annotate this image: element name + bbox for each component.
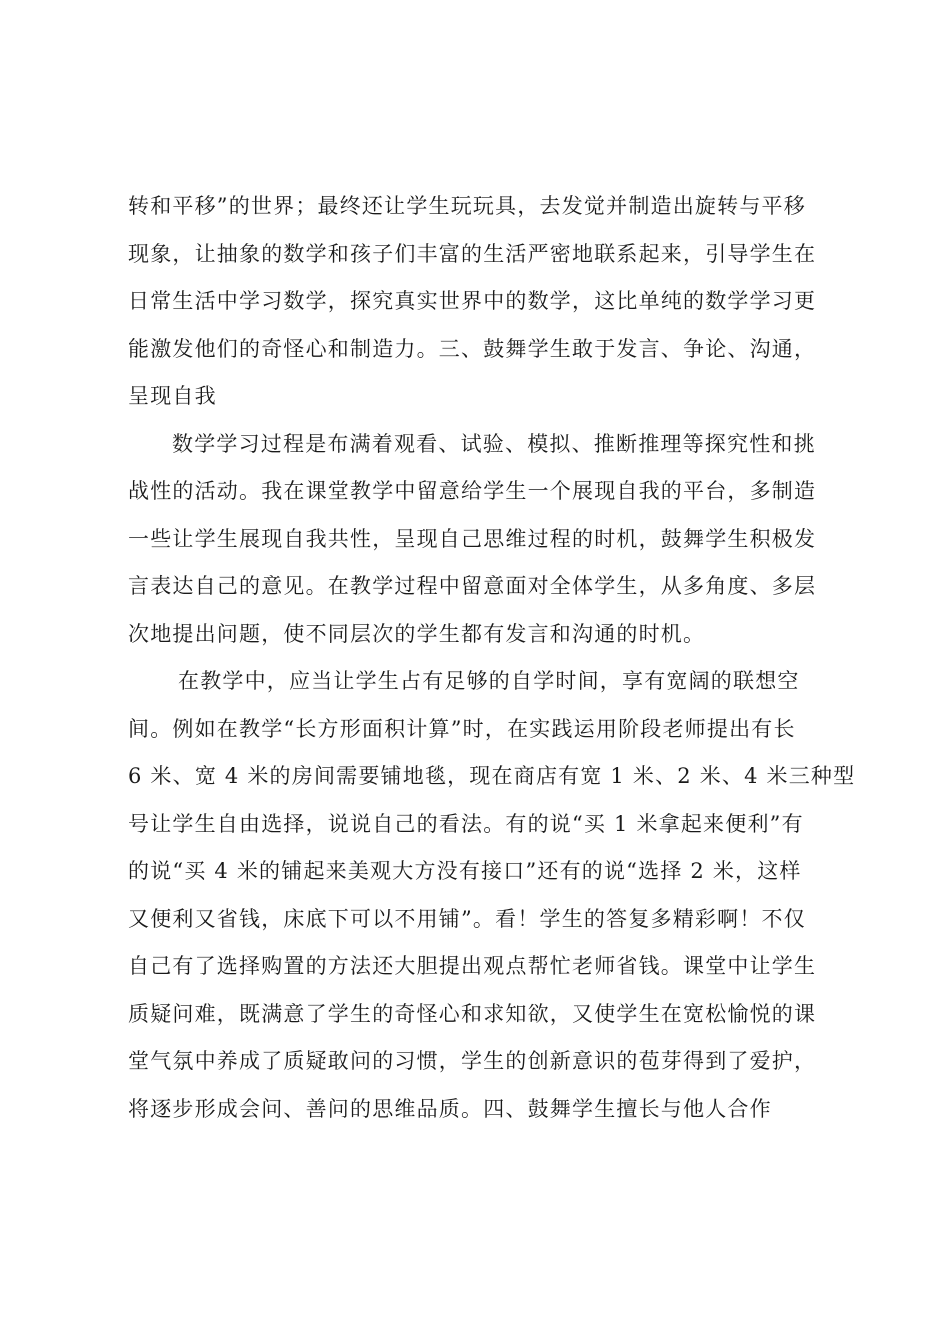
paragraph-3 xyxy=(128,658,856,1133)
text-line: 呈现自我 xyxy=(128,384,217,408)
text-line: 间。例如在教学“长方形面积计算”时，在实践运用阶段老师提出有长 xyxy=(128,716,796,741)
text-line: 堂气氛中养成了质疑敢问的习惯，学生的创新意识的苞芽得到了爱护， xyxy=(128,1049,817,1073)
text-line: 数学学习过程是布满着观看、试验、模拟、推断推理等探究性和挑 xyxy=(172,431,816,456)
text-line: 6 米、宽 4 米的房间需要铺地毯，现在商店有宽 1 米、2 米、4 米三种型 xyxy=(128,764,856,788)
text-line: 次地提出问题，使不同层次的学生都有发言和沟通的时机。 xyxy=(128,621,706,646)
text-line: 日常生活中学习数学，探究真实世界中的数学，这比单纯的数学学习更 xyxy=(128,289,817,313)
text-line: 将逐步形成会问、善问的思维品质。四、鼓舞学生擅长与他人合作 xyxy=(128,1096,772,1121)
paragraph-1 xyxy=(128,183,830,421)
paragraph-2 xyxy=(128,421,830,659)
text-line: 现象，让抽象的数学和孩子们丰富的生活严密地联系起来，引导学生在 xyxy=(128,241,817,266)
text-line: 的说“买 4 米的铺起来美观大方没有接口”还有的说“选择 2 米，这样 xyxy=(128,859,802,883)
text-line: 一些让学生展现自我共性，呈现自己思维过程的时机，鼓舞学生积极发 xyxy=(128,526,817,551)
text-line: 战性的活动。我在课堂教学中留意给学生一个展现自我的平台，多制造 xyxy=(128,479,817,503)
text-line: 又便利又省钱，床底下可以不用铺”。看！学生的答复多精彩啊！不仅 xyxy=(128,906,806,931)
text-line: 转和平移”的世界；最终还让学生玩玩具，去发觉并制造出旋转与平移 xyxy=(128,194,806,218)
text-line: 言表达自己的意见。在教学过程中留意面对全体学生，从多角度、多层 xyxy=(128,574,817,598)
text-line: 号让学生自由选择，说说自己的看法。有的说“买 1 米拿起来便利”有 xyxy=(128,811,804,836)
text-line: 自己有了选择购置的方法还大胆提出观点帮忙老师省钱。课堂中让学生 xyxy=(128,954,817,978)
text-line: 质疑问难，既满意了学生的奇怪心和求知欲，又使学生在宽松愉悦的课 xyxy=(128,1001,817,1026)
text-line: 在教学中，应当让学生占有足够的自学时间，享有宽阔的联想空 xyxy=(178,669,800,693)
text-line: 能激发他们的奇怪心和制造力。三、鼓舞学生敢于发言、争论、沟通， xyxy=(128,336,817,361)
document-body xyxy=(128,183,856,1133)
